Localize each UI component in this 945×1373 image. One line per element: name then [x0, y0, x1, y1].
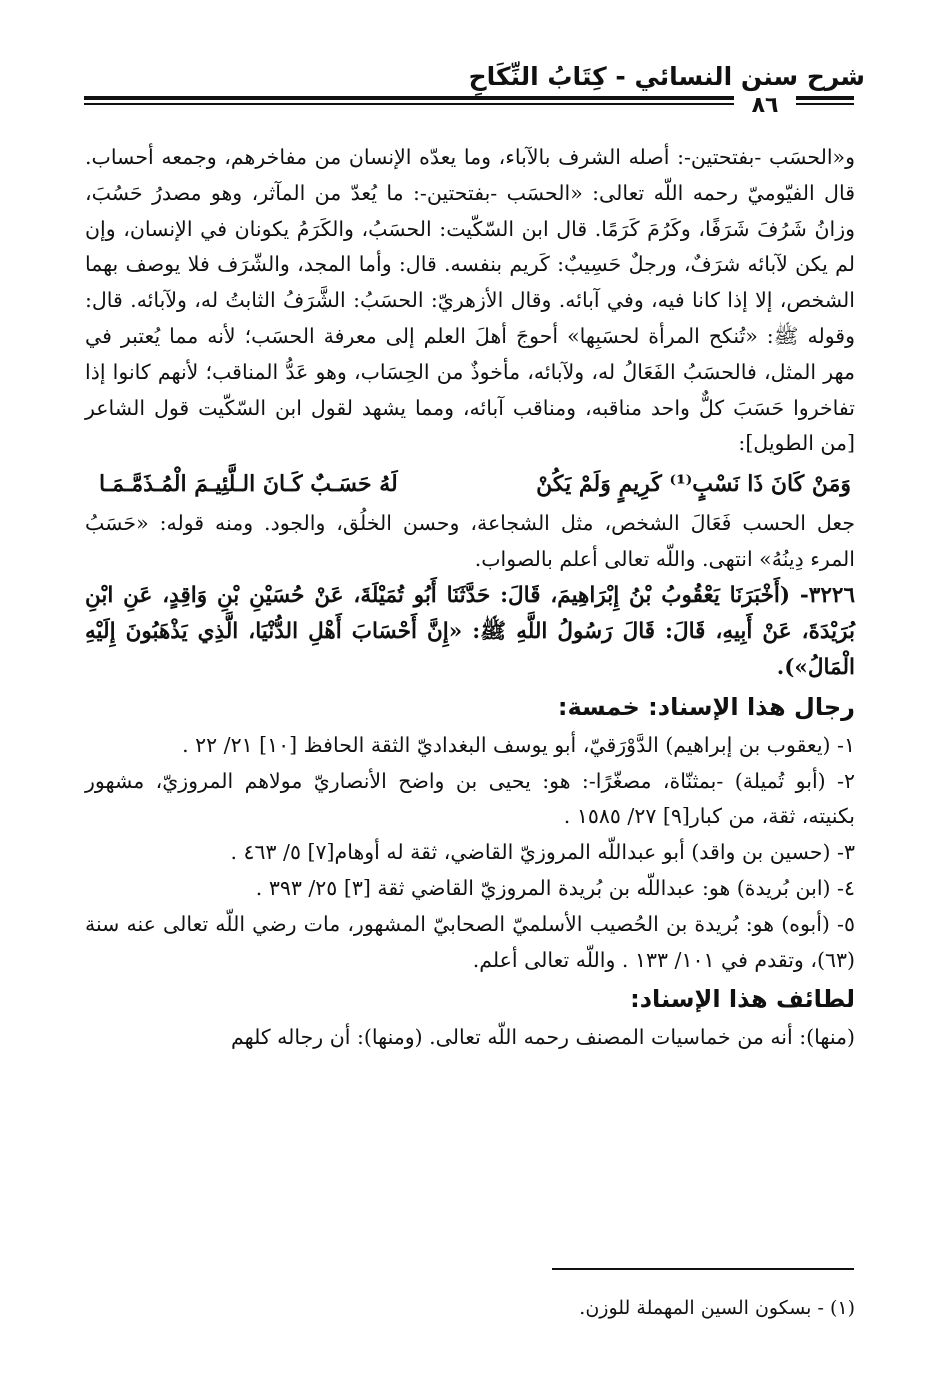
commentary-paragraph: و«الحسَب -بفتحتين-: أصله الشرف بالآباء، وما يعدّه الإنسان من مفاخرهم، وجمعه أحساب. قال الفيّوميّ رحمه اللّه تعالى: «الحسَب -بفتحتين-: ما يُعدّ من المآثر، وهو مصدرُ حَسُبَ، وزانُ شَرُفَ شَرَفًا، وكَرُمَ كَرَمًا. قال ابن السّكّيت: الحسَبُ، والكَرَمُ يكونان في الإنسان، وإن لم يكن لآبائه شرَفٌ، ورجلٌ حَسِيبٌ: كَريم بنفسه. قال: وأما المجد، والشّرَف فلا يوصف بهما الشخص، إلا إذا كانا فيه، وفي آبائه. وقال الأزهريّ: الحسَبُ: الشَّرَفُ الثابتُ له، ولآبائه. قال: وقوله ﷺ: «تُنكح المرأة لحسَبِها» أحوجَ أهلَ العلم إلى معرفة الحسَب؛ لأنه مما يُعتبر في مهر المثل، فالحسَبُ الفَعَالُ له، ولآبائه، مأخوذٌ من الحِسَاب، وهو عَدُّ المناقب؛ لأنهم كانوا إذا تفاخروا حَسَبَ كلٌّ واحد مناقبه، ومناقب آبائه، ومما يشهد لقول ابن السّكّيت قول الشاعر [من الطويل]: [85, 145, 855, 456]
narrator-item: ٣- (حسين بن واقد) أبو عبداللّه المروزيّ القاضي، ثقة له أوهام[٧] ٥/ ٤٦٣ . [230, 840, 855, 865]
footnote: (١) - بسكون السين المهملة للوزن. [579, 1297, 855, 1319]
running-header-title: شرح سنن النسائي - كِتَابُ النِّكَاحِ [468, 62, 865, 91]
header-rule-upper [84, 96, 734, 100]
narrator-item: ٤- (ابن بُريدة) هو: عبداللّه بن بُريدة المروزيّ القاضي ثقة [٣] ٢٥/ ٣٩٣ . [255, 875, 855, 900]
header-rule-lower [84, 103, 734, 105]
subtleties-text: (منها): أنه من خماسيات المصنف رحمه اللّه تعالى. (ومنها): أن رجاله كلهم [230, 1025, 855, 1050]
narrators-heading: رجال هذا الإسناد: خمسة: [557, 692, 855, 721]
header-rule-right-upper [796, 96, 854, 100]
poem-second-hemistich: لَهُ حَسَـبٌ كَـانَ الـلَّئِيـمَ الْمُـذَمَّـمَـا [99, 471, 398, 498]
page-body [85, 140, 855, 1056]
poem-verse [85, 462, 855, 506]
hadith-text: ٣٢٢٦- (أَخْبَرَنَا يَعْقُوبُ بْنُ إِبْرَاهِيمَ، قَالَ: حَدَّثَنَا أَبُو تُمَيْلَةَ، عَنْ حُسَيْنِ بْنِ وَاقِدٍ، عَنِ ابْنِ بُرَيْدَةَ، عَنْ أَبِيهِ، قَالَ: قَالَ رَسُولُ اللَّهِ ﷺ: «إِنَّ أَحْسَابَ أَهْلِ الدُّنْيَا، الَّذِي يَذْهَبُونَ إِلَيْهِ الْمَالُ»). [85, 582, 855, 680]
narrator-item: ٢- (أبو تُميلة) -بمثنّاة، مصغّرًا-: هو: يحيى بن واضح الأنصاريّ مولاهم المروزيّ، مشهور بكنيته، ثقة، من كبار[٩] ٢٧/ ١٥٨٥ . [85, 768, 855, 829]
narrator-item: ١- (يعقوب بن إبراهيم) الدَّوْرَقيّ، أبو يوسف البغداديّ الثقة الحافظ [١٠] ٢١/ ٢٢ . [182, 732, 855, 757]
poem-first-hemistich: وَمَنْ كَانَ ذَا نَسْبٍ⁽¹⁾ كَرِيمٍ وَلَمْ يَكُنْ [536, 471, 851, 498]
page-number: ٨٦ [751, 93, 779, 118]
after-poem-paragraph: جعل الحسب فَعَالَ الشخص، مثل الشجاعة، وحسن الخلُق، والجود. ومنه قوله: «حَسَبُ المرء دِينُهُ» انتهى. واللّه تعالى أعلم بالصواب. [85, 511, 855, 571]
header-rule-right-lower [796, 103, 854, 105]
footnote-rule [552, 1268, 854, 1270]
subtleties-heading: لطائف هذا الإسناد: [630, 985, 855, 1014]
narrator-item: ٥- (أبوه) هو: بُريدة بن الحُصيب الأسلميّ الصحابيّ المشهور، مات رضي اللّه تعالى عنه سنة (٦٣)، وتقدم في ١٠١/ ١٣٣ . واللّه تعالى أعلم. [85, 911, 855, 972]
